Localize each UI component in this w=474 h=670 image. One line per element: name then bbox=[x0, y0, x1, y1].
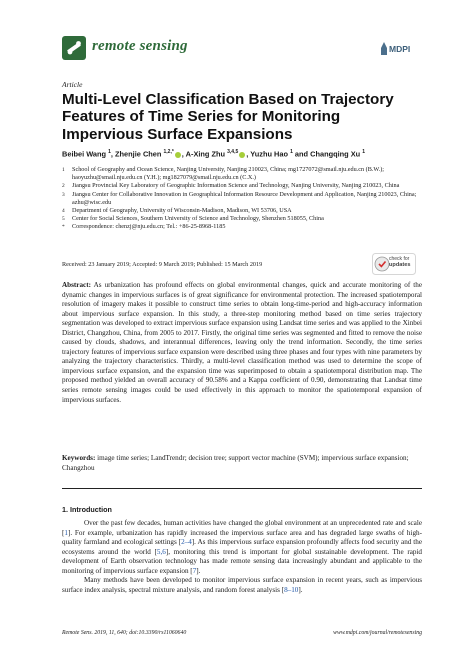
intro-text: ]. bbox=[298, 585, 303, 594]
affiliation-text: School of Geography and Ocean Science, Nanjing University, Nanjing 210023, China; mg1727072@smail.nju.edu.cn (B.W.); haoyuzhu@smail.nju.edu.cn (Y.H.); mg1827079@smail.nju.edu.cn (C.X.) bbox=[72, 166, 384, 182]
affiliation-mark: 1 bbox=[62, 167, 65, 173]
affiliation-list bbox=[62, 166, 422, 232]
mdpi-logo bbox=[379, 40, 413, 56]
keywords-text: image time series; LandTrendr; decision tree; support vector machine (SVM); impervious surface expansion; Changzhou bbox=[62, 454, 409, 472]
author-separator: , bbox=[110, 149, 116, 159]
author-separator: , bbox=[181, 149, 186, 159]
affiliation-item bbox=[62, 215, 422, 223]
affiliation-text: Jiangsu Provincial Key Laboratory of Geographic Information Science and Technology, Nanjing University, Nanjing 210023, China bbox=[72, 182, 400, 190]
affiliation-text: Jiangsu Center for Collaborative Innovation in Geographical Information Resource Development and Application, Nanjing 210023, China; azhu@wisc.edu bbox=[72, 190, 417, 206]
affiliation-mark: 5 bbox=[62, 216, 65, 223]
keywords bbox=[62, 454, 422, 473]
intro-text: Over the past few decades, human activities have changed the global environment at an unprecedented rate and scale [ bbox=[62, 519, 422, 537]
author-separator: and bbox=[292, 149, 311, 159]
article-type: Article bbox=[62, 80, 83, 89]
check-for-updates-line2: updates bbox=[389, 262, 411, 268]
author-name: Beibei Wang bbox=[62, 149, 107, 159]
orcid-icon[interactable] bbox=[175, 152, 181, 158]
paper-title: Multi-Level Classification Based on Trajectory Features of Time Series for Monitoring Impervious Surface Expansions bbox=[62, 91, 394, 143]
footer-citation: Remote Sens. 2019, 11, 640; doi:10.3390/rs11060640 bbox=[62, 630, 187, 636]
author-name: Zhenjie Chen bbox=[115, 149, 162, 159]
author-affiliation-mark: 1 bbox=[290, 149, 293, 155]
footer-url[interactable]: www.mdpi.com/journal/remotesensing bbox=[333, 630, 422, 636]
citation-link[interactable]: 5,6 bbox=[156, 547, 166, 556]
abstract-label: Abstract: bbox=[62, 281, 91, 289]
affiliation-text: Correspondence: chenzj@nju.edu.cn; Tel.: +86-25-8968-1185 bbox=[72, 223, 226, 231]
section-title: 1. Introduction bbox=[62, 505, 112, 514]
journal-name: remote sensing bbox=[92, 38, 188, 54]
affiliation-mark: 3 bbox=[62, 191, 65, 198]
publisher-name: MDPI bbox=[389, 44, 411, 54]
intro-paragraph bbox=[62, 576, 422, 595]
author-affiliation-mark: 1 bbox=[362, 149, 366, 155]
affiliation-item bbox=[62, 207, 422, 215]
page-footer bbox=[62, 630, 422, 636]
affiliation-mark: 4 bbox=[62, 208, 65, 215]
check-for-updates-line1: check for bbox=[389, 256, 410, 262]
intro-text: Many methods have been developed to monitor impervious surface expansion in recent years, such as impervious surface index analysis, spectral mixture analysis, and random forest analysis [ bbox=[62, 576, 422, 594]
affiliation-text: Center for Social Sciences, Southern University of Science and Technology, Shenzhen 518055, China bbox=[72, 215, 324, 223]
abstract-text: As urbanization has profound effects on global environmental changes, quick and accurate monitoring of the dynamic changes in impervious surfaces is of great significance for environmental protection. The increased spatiotemporal resolution of imagery makes it possible to construct time series to obtain long-time-period and high-accuracy information about impervious surface expansion. In this study, a three-step monitoring method based on time series trajectory segmentation was developed to extract impervious surface expansion using Landsat time series and was applied to the Xinbei District, Changzhou, China, from 2005 to 2017. Firstly, the original time series was segmented and fitted to remove the noise caused by clouds, shadows, and interannual differences, leaving only the trend information. Secondly, the time series trajectory features of impervious surface expansion were described using three phases and four types with nine parameters by analyzing the trajectory characteristics. Thirdly, a multi-level classification method was used to determine the scope of impervious surface expansion, and the expansion time was superimposed to obtain a spatiotemporal distribution map. The proposed method yielded an overall accuracy of 90.58% and a Kappa coefficient of 0.90, demonstrating that Landsat time series remote sensing images could be used effectively in this approach to monitor the spatiotemporal expansion of impervious surfaces. bbox=[62, 281, 422, 404]
author-name: Yuzhu Hao bbox=[250, 149, 289, 159]
author-affiliation-mark: 1,2,* bbox=[163, 149, 174, 155]
check-for-updates-label[interactable] bbox=[389, 256, 410, 268]
intro-text: ]. bbox=[196, 566, 201, 575]
author-affiliation-mark: 1 bbox=[108, 149, 111, 155]
publication-dates: Received: 23 January 2019; Accepted: 9 March 2019; Published: 15 March 2019 bbox=[62, 261, 263, 268]
intro-text: ], monitoring this trend is important for global sustainable development. The rapid development of Earth observation technology has made remote sensing data increasingly abundant and applicable to the monitoring of impervious surface expansion [ bbox=[62, 547, 422, 575]
author-affiliation-mark: 3,4,5 bbox=[227, 149, 239, 155]
affiliation-item bbox=[62, 166, 422, 182]
author-separator: , bbox=[246, 149, 251, 159]
citation-link[interactable]: 8–10 bbox=[284, 585, 299, 594]
journal-logo-icon bbox=[62, 36, 86, 60]
affiliation-item bbox=[62, 191, 422, 207]
affiliation-item bbox=[62, 223, 422, 231]
intro-paragraph bbox=[62, 519, 422, 576]
abstract bbox=[62, 281, 422, 405]
citation-link[interactable]: 7 bbox=[192, 566, 197, 575]
affiliation-item bbox=[62, 182, 422, 190]
intro-text: ]. As this impervious surface expansion profoundly affects food security and the ecosystems around the world [ bbox=[62, 538, 422, 556]
citation-link[interactable]: 2–4 bbox=[181, 538, 192, 547]
author-list bbox=[62, 149, 365, 158]
citation-link[interactable]: 1 bbox=[64, 528, 68, 537]
introduction-body bbox=[62, 519, 422, 595]
affiliation-text: Department of Geography, University of Wisconsin-Madison, Madison, WI 53706, USA bbox=[72, 207, 292, 215]
section-divider bbox=[62, 488, 422, 489]
orcid-icon[interactable] bbox=[239, 152, 245, 158]
intro-text: ]. For example, urbanization has rapidly increased the impervious surface area and has degraded large swaths of high-quality farmland and ecological settings [ bbox=[62, 528, 422, 547]
affiliation-mark: 2 bbox=[62, 183, 65, 190]
affiliation-mark: * bbox=[62, 224, 65, 231]
author-name: A-Xing Zhu bbox=[185, 149, 226, 159]
author-name: Changqing Xu bbox=[310, 149, 361, 159]
keywords-label: Keywords: bbox=[62, 454, 96, 462]
